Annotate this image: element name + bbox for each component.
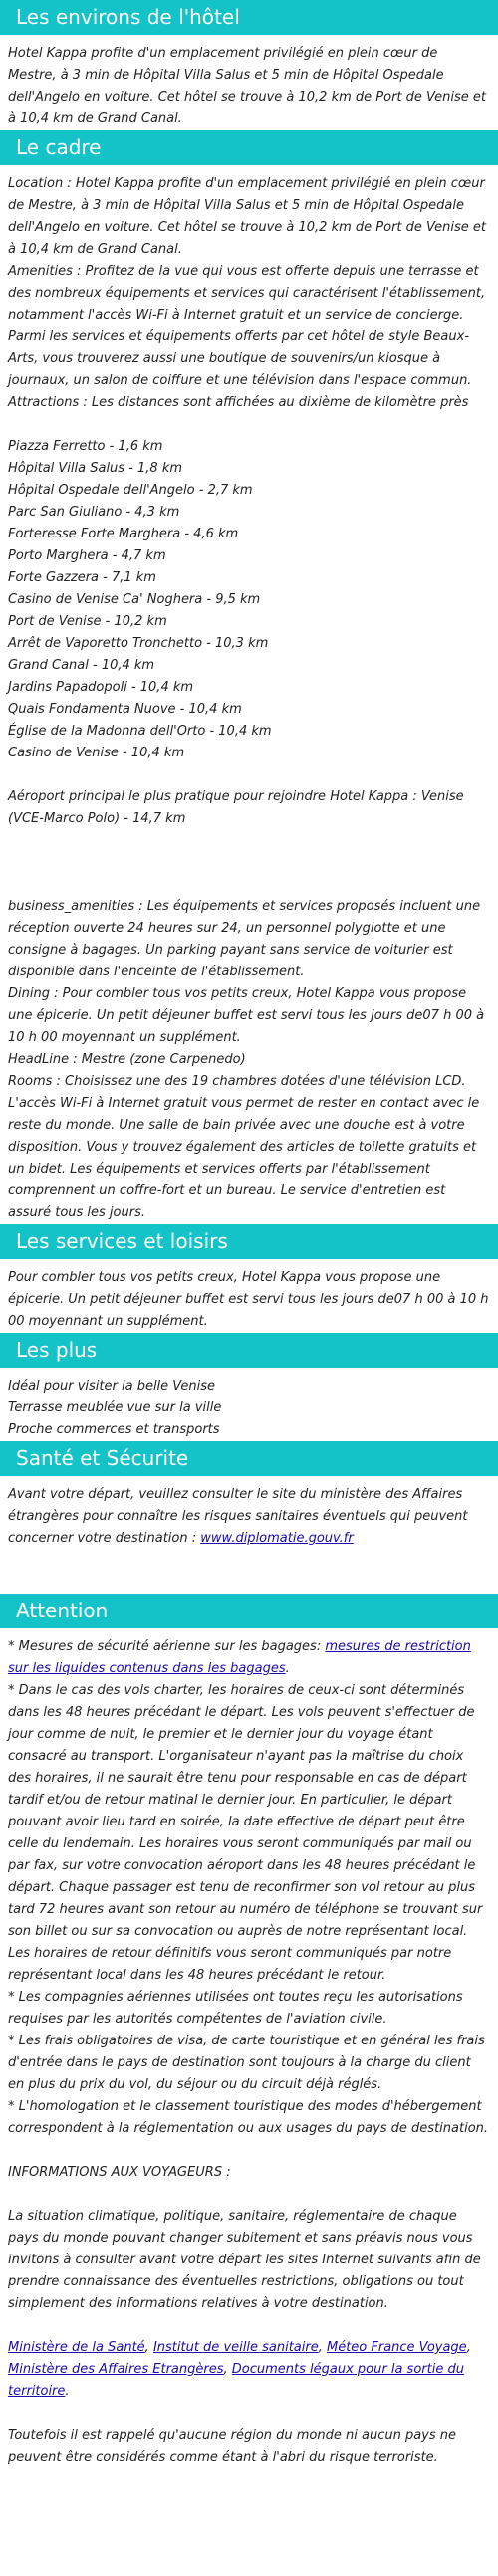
cadre-dining: Dining : Pour combler tous vos petits creux, Hotel Kappa vous propose une épicerie. Un petit déjeuner buffet est servi tous les jours de07 h 00 à 10 h 00 moyennant un supplément.: [8, 986, 485, 1045]
attention-security-suffix: .: [285, 1661, 290, 1676]
distance-item: Quais Fondamenta Nuove - 10,4 km: [8, 702, 242, 717]
sante-text: [0, 1484, 498, 1550]
sante-ministry-link[interactable]: Ministère de la Santé: [8, 2340, 145, 2355]
foreign-affairs-link[interactable]: Ministère des Affaires Etrangères: [8, 2362, 224, 2377]
diplomatie-link[interactable]: www.diplomatie.gouv.fr: [200, 1531, 354, 1546]
section-title-cadre: Le cadre: [0, 130, 498, 165]
cadre-amenities: Amenities : Profitez de la vue qui vous est offerte depuis une terrasse et des nombreux équipements et services qui caractérisent l'établissement, notamment l'accès Wi-Fi à Internet gratuit et un service de concierge. Parmi les services et équipements offerts par cet hôtel de style Beaux-Arts, vous trouverez aussi une boutique de souvenirs/un kiosque à journaux, un salon de coiffure et une télévision dans l'espace commun.: [8, 264, 486, 388]
plus-item: Terrasse meublée vue sur la ville: [8, 1400, 222, 1415]
distance-item: Forte Gazzera - 7,1 km: [8, 570, 156, 585]
plus-list: [0, 1376, 498, 1441]
distance-item: Forteresse Forte Marghera - 4,6 km: [8, 527, 239, 541]
distance-item: Port de Venise - 10,2 km: [8, 614, 167, 629]
info-text: La situation climatique, politique, sanitaire, réglementaire de chaque pays du monde pouvant changer subitement et sans préavis nous vous invitons à consulter avant votre départ les sites Internet suivants afin de prendre connaissance des éventuelles restrictions, obligations ou tout simplement des informations relatives à votre destination.: [8, 2209, 481, 2311]
services-text: Pour combler tous vos petits creux, Hotel Kappa vous propose une épicerie. Un petit déjeuner buffet est servi tous les jours de07 h 00 à 10 h 00 moyennant un supplément.: [8, 1270, 489, 1329]
attention-homologation: * L'homologation et le classement touristique des modes d'hébergement correspondent à la réglementation ou aux usages du pays de destination.: [8, 2099, 489, 2136]
attention-security-prefix: * Mesures de sécurité aérienne sur les bagages:: [8, 1639, 326, 1654]
section-title-plus: Les plus: [0, 1333, 498, 1368]
distance-item: Casino de Venise - 10,4 km: [8, 746, 185, 760]
section-title-sante: Santé et Sécurite: [0, 1441, 498, 1476]
distance-item: Porto Marghera - 4,7 km: [8, 548, 166, 563]
closing-text: Toutefois il est rappelé qu'aucune région du monde ni aucun pays ne peuvent être considérés comme étant à l'abri du risque terroriste.: [8, 2428, 457, 2465]
section-title-attention: Attention: [0, 1594, 498, 1628]
plus-item: Idéal pour visiter la belle Venise: [8, 1379, 216, 1394]
liquids-restriction-link[interactable]: mesures de restriction sur les liquides contenus dans les bagages: [8, 1639, 471, 1676]
info-links: Ministère de la Santé, Institut de veille sanitaire, Méteo France Voyage, Ministère des Affaires Etrangères, Documents légaux pour la sortie du territoire.: [8, 2340, 471, 2399]
attention-security: [0, 1636, 498, 1680]
meteo-france-link[interactable]: Méteo France Voyage: [326, 2340, 467, 2355]
attention-fees: * Les frais obligatoires de visa, de carte touristique et en général les frais d'entrée dans le pays de destination sont toujours à la charge du client en plus du prix du vol, du séjour ou du circuit déjà réglés.: [8, 2034, 485, 2092]
veille-sanitaire-link[interactable]: Institut de veille sanitaire: [152, 2340, 319, 2355]
cadre-attractions: Attractions : Les distances sont affichées au dixième de kilomètre près: [8, 395, 469, 410]
distance-item: Hôpital Villa Salus - 1,8 km: [8, 461, 183, 476]
distance-item: Casino de Venise Ca' Noghera - 9,5 km: [8, 592, 261, 607]
cadre-business: business_amenities : Les équipements et services proposés incluent une réception ouverte 24 heures sur 24, un personnel polyglotte et une consigne à bagages. Un parking payant sans service de voiturier est disponible dans l'enceinte de l'établissement.: [8, 899, 481, 979]
section-title-environs: Les environs de l'hôtel: [0, 0, 498, 35]
distance-item: Hôpital Ospedale dell'Angelo - 2,7 km: [8, 483, 253, 498]
attention-companies: * Les compagnies aériennes utilisées ont toutes reçu les autorisations requises par les autorités compétentes de l'aviation civile.: [8, 1990, 463, 2027]
section-title-services: Les services et loisirs: [0, 1224, 498, 1259]
cadre-rooms: Rooms : Choisissez une des 19 chambres dotées d'une télévision LCD. L'accès Wi-Fi à Internet gratuit vous permet de rester en contact avec le reste du monde. Une salle de bain privée avec une douche est à votre disposition. Vous y trouvez également des articles de toilette gratuits et un bidet. Les équipements et services offerts par l'établissement comprennent un coffre-fort et un bureau. Le service d'entretien est assuré tous les jours.: [8, 1074, 480, 1220]
distance-item: Grand Canal - 10,4 km: [8, 658, 155, 673]
info-title: INFORMATIONS AUX VOYAGEURS :: [8, 2165, 231, 2180]
distance-item: Arrêt de Vaporetto Tronchetto - 10,3 km: [8, 636, 269, 651]
attention-hours: * Dans le cas des vols charter, les horaires de ceux-ci sont déterminés dans les 48 heures précédant le départ. Les vols peuvent s'effectuer de jour comme de nuit, le premier et le dernier jour du voyage étant consacré au transport. L'organisateur n'ayant pas la maîtrise du choix des horaires, il ne saurait être tenu pour responsable en cas de départ tardif et/ou de retour matinal le dernier jour. En particulier, le départ pouvant avoir lieu tard en soirée, la date effective de départ peut être celle du lendemain. Les horaires vous seront communiqués par mail ou par fax, sur votre convocation aéroport dans les 48 heures précédant le départ. Chaque passager est tenu de reconfirmer son vol retour au plus tard 72 heures avant son retour au numéro de téléphone se trouvant sur son billet ou sur sa convocation ou auprès de notre représentant local. Les horaires de retour définitifs vous seront communiqués par notre représentant local dans les 48 heures précédant le retour.: [8, 1683, 483, 1983]
distance-item: Piazza Ferretto - 1,6 km: [8, 439, 163, 454]
distance-item: Jardins Papadopoli - 10,4 km: [8, 680, 194, 695]
legal-documents-link[interactable]: Documents légaux pour la sortie du territoire: [8, 2362, 464, 2399]
cadre-location: Location : Hotel Kappa profite d'un emplacement privilégié en plein cœur de Mestre, à 3 min de Hôpital Villa Salus et 5 min de Hôpital Ospedale dell'Angelo en voiture. Cet hôtel se trouve à 10,2 km de Port de Venise et à 10,4 km de Grand Canal.: [8, 176, 487, 257]
environs-text: Hotel Kappa profite d'un emplacement privilégié en plein cœur de Mestre, à 3 min de Hôpital Villa Salus et 5 min de Hôpital Ospedale dell'Angelo en voiture. Cet hôtel se trouve à 10,2 km de Port de Venise et à 10,4 km de Grand Canal.: [8, 46, 487, 126]
cadre-headline: HeadLine : Mestre (zone Carpenedo): [8, 1052, 246, 1067]
cadre-airport: Aéroport principal le plus pratique pour rejoindre Hotel Kappa : Venise (VCE-Marco Polo) - 14,7 km: [8, 789, 464, 826]
distance-item: Église de la Madonna dell'Orto - 10,4 km: [8, 724, 272, 739]
sante-text-body: Avant votre départ, veuillez consulter le site du ministère des Affaires étrangères pour connaître les risques sanitaires éventuels qui peuvent concerner votre destination :: [8, 1487, 468, 1546]
distance-item: Parc San Giuliano - 4,3 km: [8, 505, 180, 520]
plus-item: Proche commerces et transports: [8, 1422, 220, 1437]
distance-list: [0, 436, 498, 764]
